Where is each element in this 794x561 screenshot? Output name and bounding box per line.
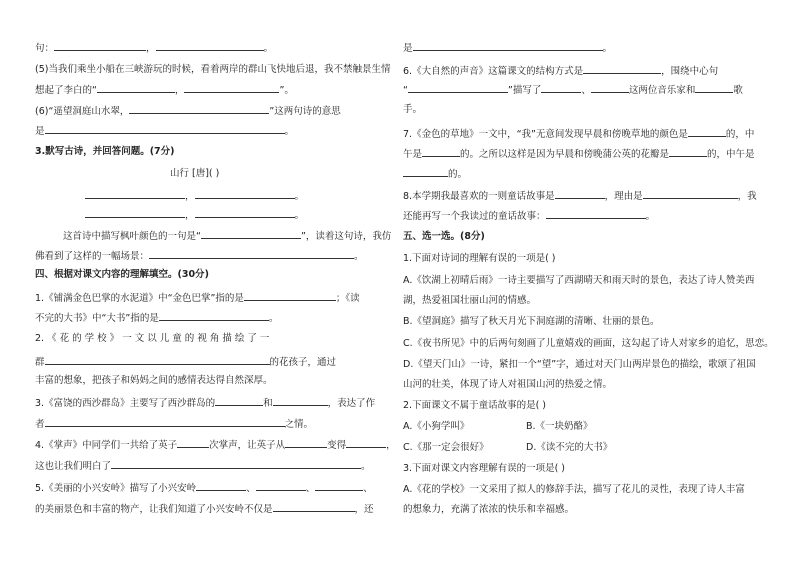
option-c[interactable]: C.《夜书所见》中的后两句刻画了儿童嬉戏的画面，这勾起了诗人对家乡的追忆，思恋。 — [403, 338, 774, 349]
question-text: 1.下面对诗词的理解有误的一项是( ) — [403, 253, 556, 264]
fill-line: “ ”描写了 、 这两位音乐家和 歌 — [403, 82, 743, 97]
section-title: 3.默写古诗，并回答问题。(7分) — [35, 146, 175, 157]
fill-line: 5.《美丽的小兴安岭》描写了小兴安岭 、 、 、 — [35, 480, 373, 495]
fill-line: 1.《铺满金色巴掌的水泥道》中“金色巴掌”指的是 ；《读 — [35, 290, 360, 305]
option-a-cont: 的想象力，充满了浓浓的快乐和幸福感。 — [403, 504, 575, 515]
poem-title: 山行 [唐]( ) — [170, 168, 220, 179]
answer-blank[interactable] — [54, 40, 146, 51]
fill-line: 是 。 — [403, 40, 612, 55]
question-text: 手。 — [403, 104, 423, 115]
fill-line: 者 之情。 — [35, 416, 313, 431]
option-a[interactable]: A.《饮湖上初晴后雨》一诗主要描写了西湖晴天和雨天时的景色，表达了诗人赞美西 — [403, 275, 755, 286]
answer-blank[interactable] — [346, 437, 386, 448]
answer-blank[interactable] — [45, 416, 285, 427]
question-text: 2.下面课文不属于童话故事的是( ) — [403, 400, 546, 411]
answer-blank[interactable] — [45, 354, 270, 365]
answer-blank[interactable] — [546, 208, 646, 219]
answer-blank[interactable] — [688, 126, 726, 137]
answer-blank[interactable] — [149, 248, 354, 259]
answer-blank[interactable] — [244, 290, 336, 301]
fill-line: 8.本学期我最喜欢的一则童话故事是 ，理由是 ，我 — [403, 188, 757, 203]
fill-line: 句： ， 。 — [35, 40, 273, 55]
option-a[interactable]: A.《花的学校》一文采用了拟人的修辞手法，描写了花儿的灵性，表现了诗人丰富 — [403, 484, 745, 495]
answer-blank[interactable] — [201, 228, 301, 239]
answer-blank[interactable] — [403, 166, 448, 177]
answer-blank[interactable] — [97, 82, 175, 93]
option-a[interactable]: A.《小狗学叫》 — [403, 421, 470, 432]
answer-blank[interactable] — [695, 82, 733, 93]
question-text: (5)当我们乘坐小船在三峡游玩的时候，看着两岸的群山飞快地后退，我不禁触景生情 — [35, 64, 391, 75]
answer-blank[interactable] — [85, 188, 185, 199]
answer-blank[interactable] — [273, 395, 328, 406]
answer-blank[interactable] — [177, 437, 209, 448]
option-d-cont: 山河的壮美，体现了诗人对祖国山河的热爱之情。 — [403, 379, 613, 390]
answer-blank[interactable] — [273, 501, 355, 512]
question-text: 3.下面对课文内容理解有误的一项是( ) — [403, 463, 565, 474]
option-d[interactable]: D.《读不完的大书》 — [526, 442, 613, 453]
answer-blank[interactable] — [591, 82, 629, 93]
answer-blank[interactable] — [184, 82, 279, 93]
answer-blank[interactable] — [413, 40, 603, 51]
answer-blank[interactable] — [129, 103, 269, 114]
answer-blank[interactable] — [111, 458, 361, 469]
option-b[interactable]: B.《望洞庭》描写了秋天月光下洞庭湖的清晰、壮丽的景色。 — [403, 316, 660, 327]
fill-line: 6.《大自然的声音》这篇课文的结构方式是 ，围绕中心句 — [403, 63, 718, 78]
answer-blank[interactable] — [669, 146, 707, 157]
answer-blank[interactable] — [643, 188, 738, 199]
answer-blank[interactable] — [555, 188, 605, 199]
option-d[interactable]: D.《望天门山》一诗，紧扣一个“望”字，通过对天门山两岸景色的描绘，歌颂了祖国 — [403, 359, 756, 370]
option-c[interactable]: C.《那一定会很好》 — [403, 442, 489, 453]
fill-line: 不完的大书》中“大书”指的是 。 — [35, 310, 278, 325]
answer-blank[interactable] — [215, 395, 263, 406]
answer-blank[interactable] — [45, 123, 285, 134]
fill-line: 想起了李白的“ ， ”。 — [35, 82, 294, 97]
answer-blank[interactable] — [422, 146, 460, 157]
fill-line: 的。 — [403, 166, 467, 181]
fill-line: 群 的花孩子，通过 — [35, 354, 336, 369]
fill-line: 这也让我们明白了 。 — [35, 458, 371, 473]
fill-line: 是 。 — [35, 123, 294, 138]
answer-blank[interactable] — [583, 63, 661, 74]
fill-line: 还能再写一个我读过的童话故事： 。 — [403, 208, 655, 223]
fill-line: 的美丽景色和丰富的物产，让我们知道了小兴安岭不仅是 ，还 — [35, 501, 374, 516]
fill-line: 3.《富饶的西沙群岛》主要写了西沙群岛的 和 ，表达了作 — [35, 395, 375, 410]
fill-line: 4.《掌声》中同学们一共给了英子 次掌声，让英子从 变得 ， — [35, 437, 396, 452]
question-text: 2. 《 花 的 学 校 》 一 文 以 儿 童 的 视 角 描 绘 了 一 — [35, 333, 270, 344]
fill-line: 佛看到了这样的一幅场景： 。 — [35, 248, 364, 263]
section-title: 四、根据对课文内容的理解填空。(30分) — [35, 269, 209, 280]
fill-line: 这首诗中描写枫叶颜色的一句是“ ”，读着这句诗，我仿 — [63, 228, 391, 243]
section-title: 五、选一选。(8分) — [403, 231, 485, 242]
fill-line: 7.《金色的草地》一文中，“我”无意间发现早晨和傍晚草地的颜色是 的，中 — [403, 126, 754, 141]
answer-blank[interactable] — [159, 310, 269, 321]
fill-line: (6)“遥望洞庭山水翠， ”这两句诗的意思 — [35, 103, 341, 118]
answer-blank[interactable] — [408, 82, 508, 93]
answer-blank[interactable] — [85, 207, 185, 218]
option-a-cont: 湖，热爱祖国壮丽山河的情感。 — [403, 295, 537, 306]
answer-blank[interactable] — [541, 82, 581, 93]
answer-blank[interactable] — [156, 40, 264, 51]
answer-blank[interactable] — [256, 480, 306, 491]
answer-blank[interactable] — [196, 480, 246, 491]
fill-line: ， 。 — [85, 207, 304, 222]
fill-line: 午是 的。之所以这样是因为早晨和傍晚蒲公英的花瓣是 的，中午是 — [403, 146, 755, 161]
answer-blank[interactable] — [195, 188, 295, 199]
option-b[interactable]: B.《一块奶酪》 — [526, 421, 593, 432]
question-text: 丰富的想象，把孩子和妈妈之间的感情表达得自然深厚。 — [35, 375, 273, 386]
answer-blank[interactable] — [195, 207, 295, 218]
fill-line: ， 。 — [85, 188, 304, 203]
answer-blank[interactable] — [285, 437, 327, 448]
answer-blank[interactable] — [315, 480, 363, 491]
